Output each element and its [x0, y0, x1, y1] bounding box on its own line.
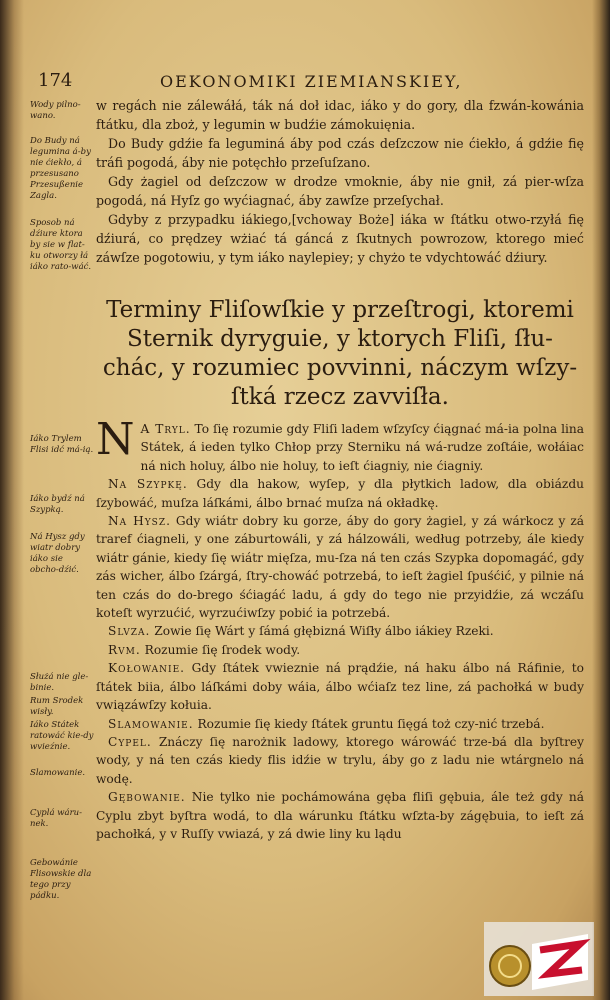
margin-note: Do Budy ná legumina á-by nie ćiekło, á przesusano Przesußenie Zagla. — [30, 136, 91, 201]
section-title — [96, 296, 584, 412]
paragraph: Gdyby z przypadku iákiego,[vchoway Boże] iáka w ſtátku otwo-rzyłá fię dźiurá, co prędzey wżiać tá gáncá z ſkutnych powrozow, ktorego mieć záwſze pogotowiu, y tym iáko naylepiey; y chyżo te vdychtowáć dźiury. — [96, 212, 584, 265]
paragraph — [96, 475, 584, 512]
emblem-seal — [490, 946, 530, 986]
title-line: Terminy Fliſowſkie y przeſtrogi, ktoremi — [106, 297, 574, 323]
paragraph — [96, 659, 584, 714]
margin-note: Iáko bydź ná Szypką. — [30, 494, 85, 515]
library-emblem — [484, 922, 594, 996]
paragraph — [96, 622, 584, 640]
running-head: OEKONOMIKI ZIEMIANSKIEY, — [160, 72, 463, 91]
definition: Rozumie ſię ſrodek wody. — [144, 642, 301, 657]
section-two — [96, 414, 585, 843]
paragraph — [96, 512, 584, 622]
page-number: 174 — [38, 70, 73, 91]
term: Slvza. — [108, 624, 151, 639]
title-line: Sternik dyryguie, y ktorych Fliſi, ſłu- — [127, 326, 553, 352]
page-header — [30, 70, 590, 94]
definition: Gdy wiátr dobry ku gorze, áby do gory żagiel, y zá wárkocz y zá traref ćiagneli, y one záburtowáli, y zá hálzowáli, według potrzeby, ále kiedy wiátr gánie, kiedy ſię wiátr mięſza, mu-ſza ná ten czás Szypka dopomagáć, gdy zás wicher, álbo ſzárgá, ſtry-chowáć potrzebá, to ieſt żagiel ſpuśćić, y pilnie ná ten czás do do-brego śćiagáć ladu, á gdy do tego nie przyidźie, zá wczáſu koteſt wyrzućić, wyrzućiwſzy pobić ia potrzebá. — [96, 514, 585, 621]
definition: Nie tylko nie pochámowána gęba fliſi gębuia, ále też gdy ná Cyplu zbyt byſtra wodá, to dla wárunku ſtátku wſzta-by zágębuia, to ieſt zá pachołká, y v Ruſſy vwiazá, y zá dwie liny ku lądu — [96, 790, 584, 841]
margin-note: Iáko Trylem Flisi idć má-ią. — [30, 434, 94, 455]
term: Rvm. — [108, 642, 141, 657]
margin-note: Ná Hysz gdy wiatr dobry iáko sie obcho-dźić. — [30, 532, 85, 575]
margin-note: Wody pilno-wano. — [30, 100, 81, 121]
paragraph: Gdy żagiel od deſzczow w drodze vmoknie, áby nie gnił, zá pier-wſza pogodá, ná Hyſz go wyćiagnać, áby zawſze przeſychał. — [96, 174, 584, 208]
margin-note: Sposob ná dźiure ktora by sie w flat-ku otworzy łá iáko rato-wáć. — [30, 218, 92, 272]
paragraph — [96, 414, 584, 475]
term: Slamowanie. — [108, 716, 194, 731]
paragraph — [96, 641, 584, 659]
section-one — [96, 96, 584, 267]
paragraph — [96, 715, 584, 733]
margin-note: Gebowánie Flisowskie dla tego przy pádku. — [30, 858, 92, 901]
definition: Znáczy ſię narożnik ladowy, ktorego wárowáć trze-bá dla byſtrey wody, y ná ten czás kiedy flis idźie w trylu, áby go z ladu nie wtárgnelo ná wodę. — [96, 734, 585, 786]
definition: To ſię rozumie gdy Fliſi ladem wſzyſcy ćiągnać má-ia polna lina Státek, á ieden tylko Chłop przy Sterniku ná wá-rudze zoſtáie, wołáiac ná nich holuy, álbo nie holuy, to ieſt ćiagniy, nie ćiagniy. — [140, 422, 584, 473]
paragraph: w regách nie zálewáłá, ták ná doł idac, iáko y do gory, dla fzwán-kowánia ftátku, dla zboż, y legumin w budźie zámokuięnia. — [96, 98, 584, 132]
term: A Tryl. — [140, 422, 191, 436]
term: Kołowanie. — [108, 661, 186, 676]
term: Na Szypkę. — [108, 477, 188, 492]
margin-note: Slamowanie. — [30, 768, 86, 778]
term: Na Hysz. — [108, 514, 171, 529]
title-line: ſtká rzecz zavviſła. — [231, 384, 449, 410]
paragraph — [96, 733, 584, 788]
definition: Zowie ſię Wárt y ſámá głębizná Wiſły álbo iákiey Rzeki. — [154, 624, 494, 639]
paragraph — [96, 788, 584, 843]
term: Gębowanie. — [108, 790, 186, 805]
margin-note: Iáko Státek ratowáć kie-dy wvieźnie. — [30, 720, 94, 752]
term: Cypel. — [108, 734, 152, 749]
definition: Gdy dla hakow, wyſep, y dla płytkich ladow, dla obiázdu ſzybowáć, muſza láſkámi, álbo brnać muſza ná okładkę. — [96, 477, 584, 510]
title-line: chác, y rozumiec povvinni, náczym wſzy- — [102, 355, 578, 381]
margin-note: Cyplá wáru-nek. — [30, 808, 82, 829]
definition: Rozumie ſię kiedy ſtátek gruntu ſięgá toż czy-nić trzebá. — [197, 716, 545, 731]
drop-cap: N — [96, 414, 135, 465]
definition: Gdy ſtátek vwieznie ná prądźie, ná haku álbo ná Ráfinie, to ſtátek biia, álbo láſkámi doby wáia, álbo wćiaſz tez line, zá pachołká w budy vwiązáwſzy kołuia. — [96, 661, 584, 713]
margin-note: Służá nie gle-binie. — [30, 672, 89, 693]
margin-note: Rum Srodek wisły. — [30, 696, 84, 717]
paragraph: Do Budy gdźie fa leguminá áby pod czás deſzczow nie ćiekło, á gdźie fię tráfi pogodá, áby nie potęchło przeſuſzano. — [96, 136, 584, 170]
